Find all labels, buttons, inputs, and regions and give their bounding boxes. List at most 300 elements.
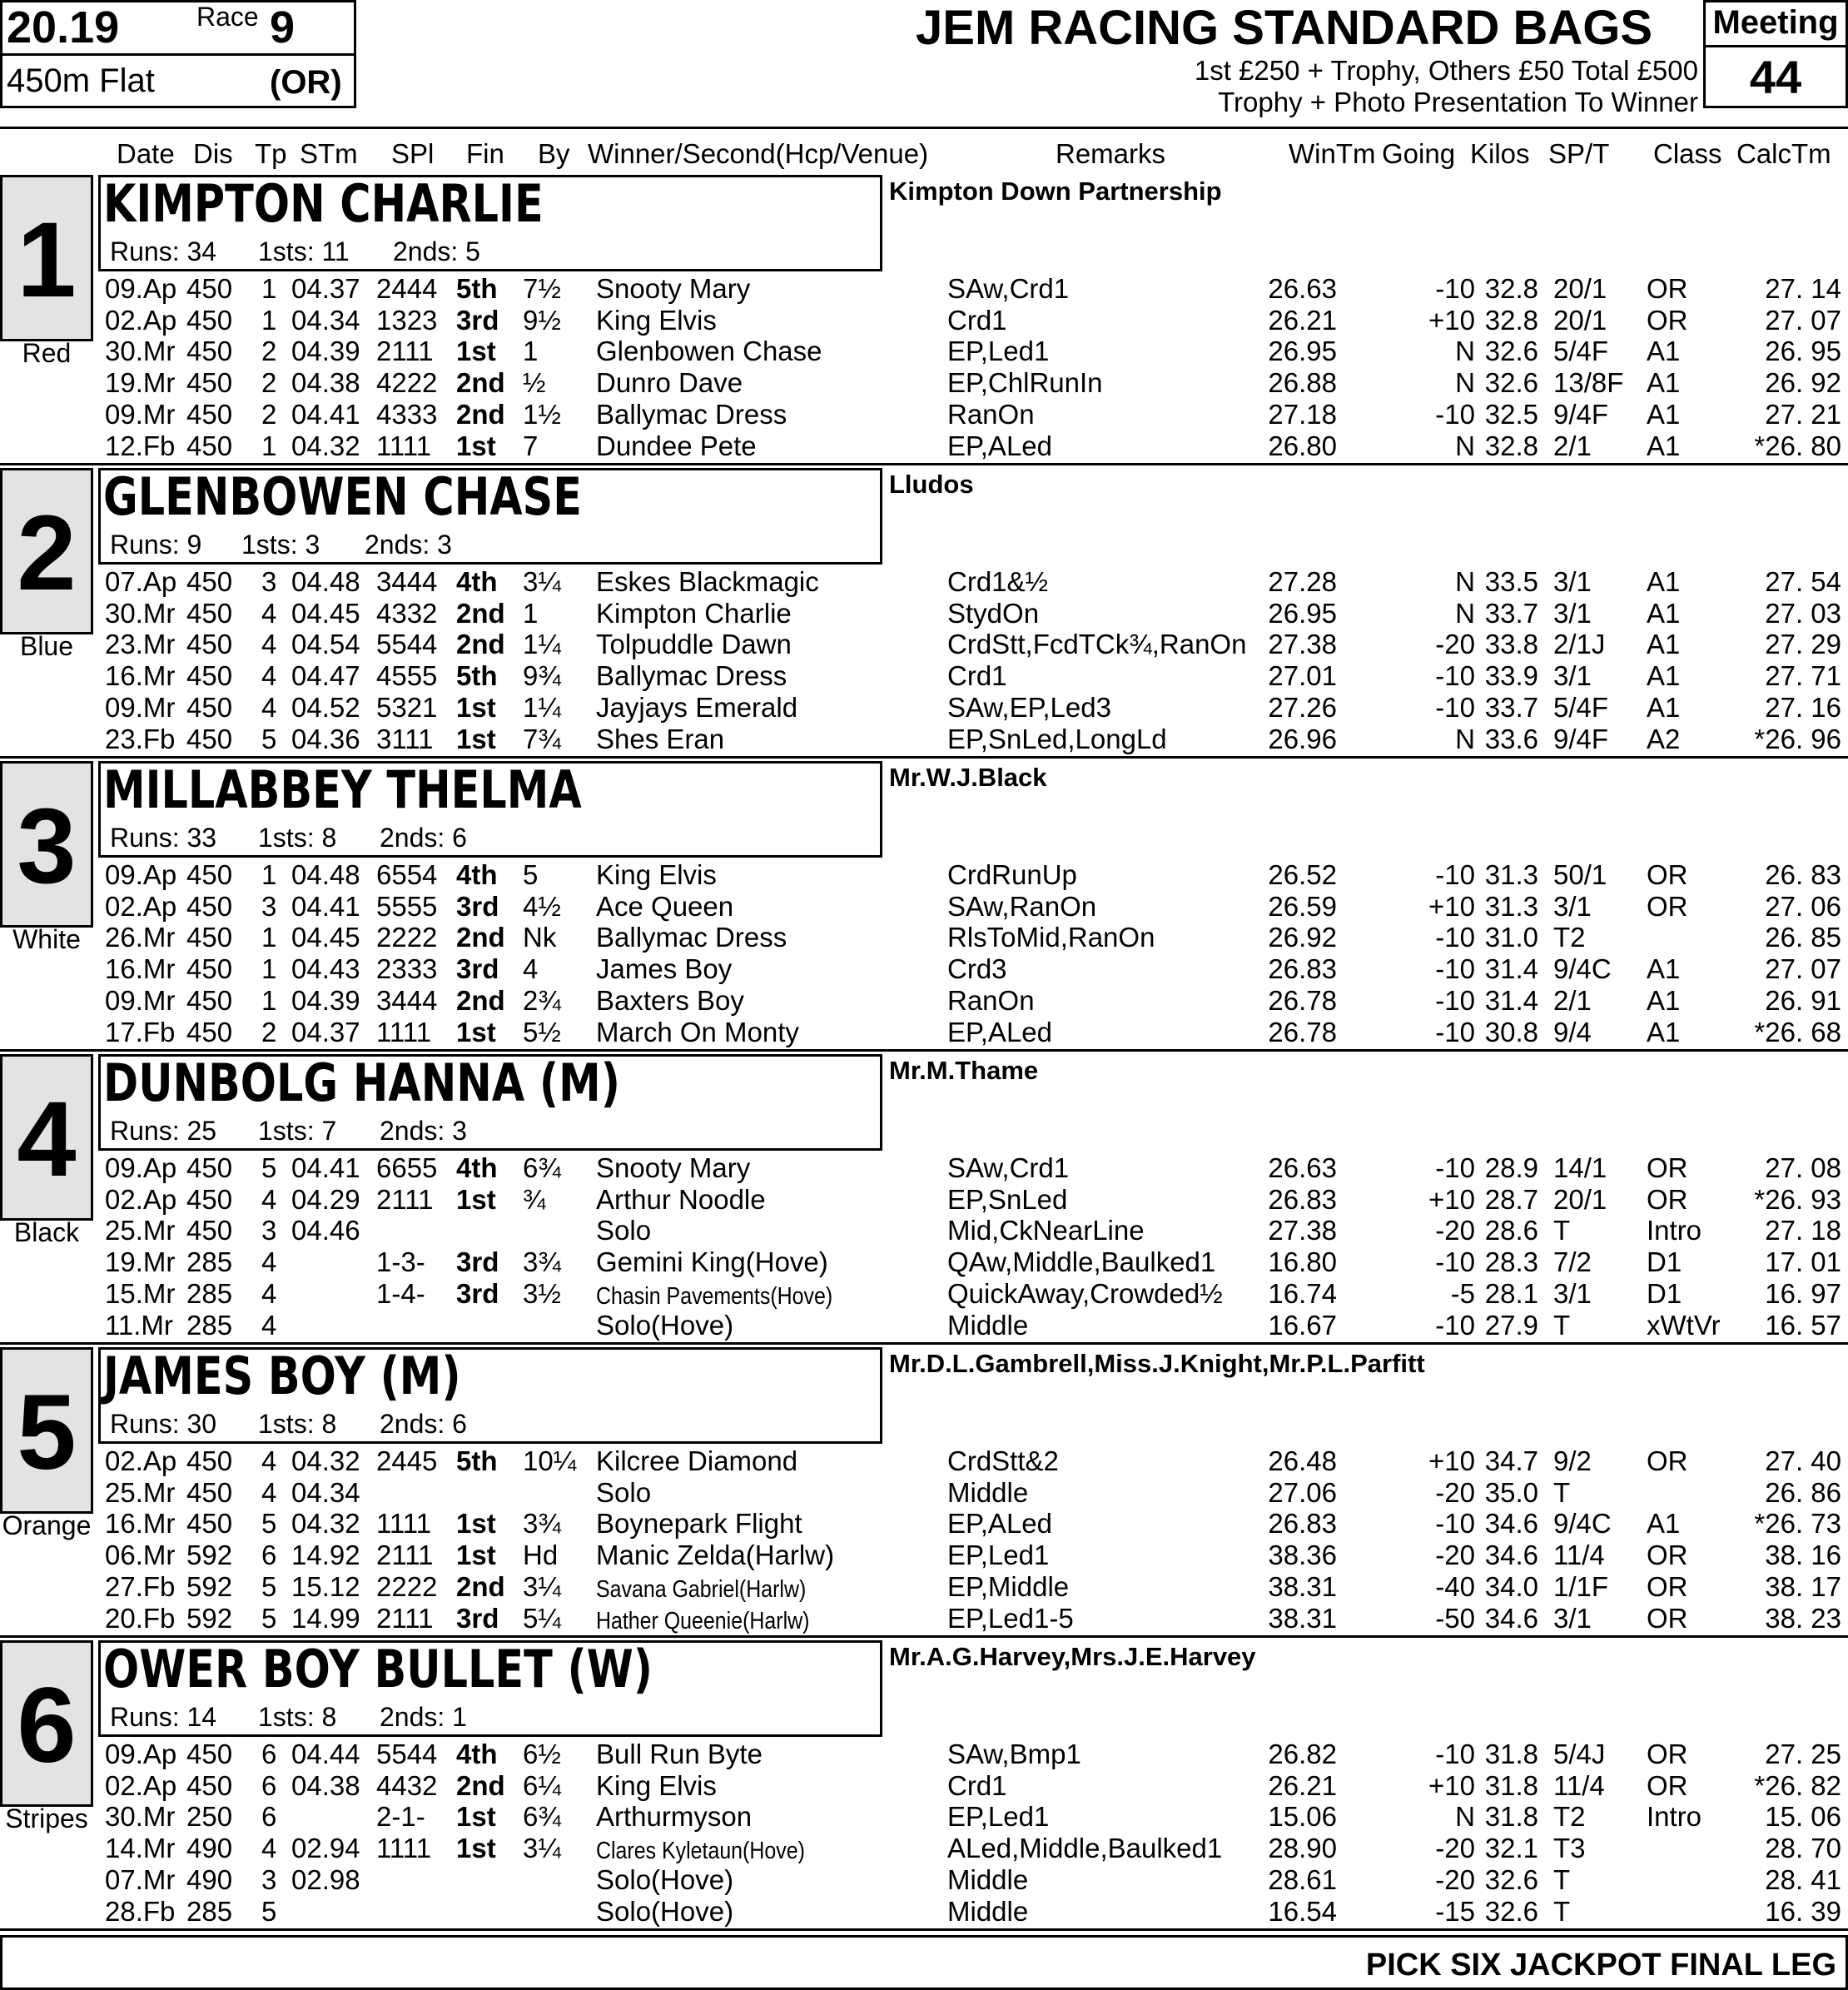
form-going: -40 xyxy=(1435,1570,1475,1602)
form-cls: A1 xyxy=(1647,430,1681,461)
form-wintm: 26.83 xyxy=(1268,953,1337,985)
form-dis: 250 xyxy=(186,1801,233,1833)
form-going: +10 xyxy=(1428,1769,1475,1801)
trap-number: 4 xyxy=(0,1054,93,1221)
firsts-count: 1sts: 11 xyxy=(258,236,350,266)
form-spt: 50/1 xyxy=(1553,859,1607,890)
form-spt: 5/4F xyxy=(1553,691,1609,723)
form-winner: Ace Queen xyxy=(596,890,734,922)
form-date: 23.Mr xyxy=(105,629,176,660)
form-winner: King Elvis xyxy=(596,304,717,336)
form-spt: 9/4F xyxy=(1553,398,1609,430)
trap-colour: Red xyxy=(22,338,72,368)
form-remarks: RanOn xyxy=(947,984,1035,1016)
trap-number: 2 xyxy=(0,468,93,634)
form-dis: 450 xyxy=(186,953,233,985)
form-cls: Intro xyxy=(1647,1801,1702,1833)
form-dis: 450 xyxy=(186,660,233,692)
form-by: 3¼ xyxy=(523,1570,561,1602)
form-by: 5½ xyxy=(523,1016,561,1047)
form-going: N xyxy=(1455,1801,1475,1833)
form-by: 7¾ xyxy=(523,723,561,754)
form-date: 16.Mr xyxy=(105,1508,176,1540)
form-dis: 450 xyxy=(186,691,233,723)
form-date: 25.Mr xyxy=(105,1476,176,1508)
form-wintm: 27.26 xyxy=(1268,691,1337,723)
form-tp: 2 xyxy=(261,367,277,399)
form-remarks: EP,Middle xyxy=(947,1570,1070,1602)
form-kilos: 33.5 xyxy=(1484,566,1538,597)
form-date: 07.Ap xyxy=(105,566,177,597)
prize-line-1: 1st £250 + Trophy, Others £50 Total £500 xyxy=(1194,55,1698,86)
runner-separator xyxy=(0,1635,1848,1638)
form-cls: A1 xyxy=(1647,336,1681,367)
form-kilos: 33.6 xyxy=(1484,723,1538,754)
form-spl: 3444 xyxy=(376,566,438,597)
form-by: 3¼ xyxy=(523,1833,561,1864)
form-wintm: 15.06 xyxy=(1268,1801,1337,1833)
form-wintm: 26.95 xyxy=(1268,336,1337,367)
form-fin: 4th xyxy=(456,1739,498,1769)
form-tp: 5 xyxy=(261,1508,277,1540)
form-calc: 27. 18 xyxy=(1765,1215,1841,1246)
form-by: 1 xyxy=(523,597,539,629)
form-going: -10 xyxy=(1435,859,1475,890)
meeting-divider xyxy=(1703,45,1848,47)
form-remarks: EP,Led1 xyxy=(947,1540,1050,1571)
form-stm: 04.32 xyxy=(291,1445,360,1476)
form-stm: 04.37 xyxy=(291,1016,360,1047)
form-date: 28.Fb xyxy=(105,1895,176,1927)
form-going: -20 xyxy=(1435,1863,1475,1895)
form-calc: 38. 16 xyxy=(1765,1540,1841,1571)
form-dis: 490 xyxy=(186,1833,233,1864)
form-date: 26.Mr xyxy=(105,922,176,953)
form-cls: A2 xyxy=(1647,723,1681,754)
form-by: 3½ xyxy=(523,1277,561,1309)
form-by: 9½ xyxy=(523,304,561,336)
prize-line-2: Trophy + Photo Presentation To Winner xyxy=(1218,87,1698,117)
form-fin: 1st xyxy=(456,1508,496,1540)
form-dis: 592 xyxy=(186,1602,233,1634)
form-spt: 3/1 xyxy=(1553,1602,1592,1634)
form-date: 30.Mr xyxy=(105,336,176,367)
form-stm: 04.41 xyxy=(291,1152,360,1183)
dog-name: KIMPTON CHARLIE xyxy=(103,173,544,234)
form-winner: Clares Kyletaun(Hove) xyxy=(596,1838,805,1865)
form-going: -10 xyxy=(1435,922,1475,953)
form-fin: 2nd xyxy=(456,597,505,629)
form-spt: 20/1 xyxy=(1553,304,1607,336)
owner: Mr.M.Thame xyxy=(889,1056,1039,1085)
form-remarks: QAw,Middle,Baulked1 xyxy=(947,1246,1216,1278)
form-date: 19.Mr xyxy=(105,367,176,399)
form-by: 6¾ xyxy=(523,1801,561,1833)
form-fin: 4th xyxy=(456,1152,498,1183)
form-wintm: 27.28 xyxy=(1268,566,1337,597)
form-wintm: 26.88 xyxy=(1268,367,1337,399)
seconds-count: 2nds: 6 xyxy=(380,823,467,853)
form-fin: 1st xyxy=(456,691,496,723)
form-calc: 27. 08 xyxy=(1765,1152,1841,1183)
form-calc: 26. 83 xyxy=(1765,859,1841,890)
form-spt: 9/4F xyxy=(1553,723,1609,754)
form-spl: 4432 xyxy=(376,1769,438,1801)
firsts-count: 1sts: 8 xyxy=(258,1702,337,1732)
form-cls: OR xyxy=(1647,1739,1688,1769)
form-spt: T xyxy=(1553,1895,1571,1927)
form-calc: 27. 07 xyxy=(1765,304,1841,336)
form-stm: 15.12 xyxy=(291,1570,360,1602)
form-remarks: EP,SnLed,LongLd xyxy=(947,723,1167,754)
form-remarks: SAw,RanOn xyxy=(947,890,1097,922)
form-going: -10 xyxy=(1435,398,1475,430)
form-stm: 04.47 xyxy=(291,660,360,692)
form-stm: 04.45 xyxy=(291,597,360,629)
form-date: 11.Mr xyxy=(105,1309,173,1341)
trap-colour: White xyxy=(12,924,81,954)
form-by: 6¼ xyxy=(523,1769,561,1801)
form-tp: 1 xyxy=(261,953,277,985)
form-cls: A1 xyxy=(1647,984,1681,1016)
form-cls: A1 xyxy=(1647,398,1681,430)
form-kilos: 32.1 xyxy=(1484,1833,1538,1864)
form-calc: 26. 92 xyxy=(1765,367,1841,399)
form-date: 19.Mr xyxy=(105,1246,176,1278)
form-remarks: Middle xyxy=(947,1863,1029,1895)
form-wintm: 26.92 xyxy=(1268,922,1337,953)
form-stm: 04.43 xyxy=(291,953,360,985)
form-date: 23.Fb xyxy=(105,723,176,754)
race-label: Race xyxy=(196,2,259,32)
form-spt: 11/4 xyxy=(1553,1540,1605,1571)
form-tp: 5 xyxy=(261,1152,277,1183)
seconds-count: 2nds: 3 xyxy=(380,1116,467,1146)
form-tp: 2 xyxy=(261,336,277,367)
form-by: 3¾ xyxy=(523,1246,561,1278)
form-kilos: 33.9 xyxy=(1484,660,1538,692)
form-remarks: Mid,CkNearLine xyxy=(947,1215,1145,1246)
form-remarks: CrdStt,FcdTCk¾,RanOn xyxy=(947,629,1247,660)
form-by: 6¾ xyxy=(523,1152,561,1183)
race-time: 20.19 xyxy=(7,2,120,52)
firsts-count: 1sts: 8 xyxy=(258,1409,337,1439)
col-stm: STm xyxy=(300,138,358,169)
form-going: N xyxy=(1455,430,1475,461)
form-wintm: 26.95 xyxy=(1268,597,1337,629)
form-going: -10 xyxy=(1435,1508,1475,1540)
form-calc: 16. 39 xyxy=(1765,1895,1841,1927)
runs-count: Runs: 34 xyxy=(110,236,217,266)
form-kilos: 34.6 xyxy=(1484,1508,1538,1540)
form-by: 6½ xyxy=(523,1739,561,1769)
form-dis: 450 xyxy=(186,566,233,597)
form-spl: 2222 xyxy=(376,1570,438,1602)
form-spt: 13/8F xyxy=(1553,367,1624,399)
race-title: JEM RACING STANDARD BAGS xyxy=(916,1,1653,55)
form-stm: 04.32 xyxy=(291,1508,360,1540)
form-spt: 7/2 xyxy=(1553,1246,1592,1278)
form-dis: 285 xyxy=(186,1309,233,1341)
form-spt: 9/4C xyxy=(1553,1508,1612,1540)
form-date: 25.Mr xyxy=(105,1215,176,1246)
form-remarks: StydOn xyxy=(947,597,1040,629)
runner-separator xyxy=(0,1342,1848,1345)
form-date: 02.Ap xyxy=(105,304,177,336)
form-going: -10 xyxy=(1435,1246,1475,1278)
form-remarks: Middle xyxy=(947,1476,1029,1508)
runner-separator xyxy=(0,1928,1848,1931)
form-stm: 04.32 xyxy=(291,430,360,461)
owner: Lludos xyxy=(889,470,974,499)
form-remarks: CrdStt&2 xyxy=(947,1445,1059,1476)
form-date: 12.Fb xyxy=(105,430,176,461)
form-fin: 4th xyxy=(456,859,498,890)
form-wintm: 28.90 xyxy=(1268,1833,1337,1864)
form-calc: 27. 21 xyxy=(1765,398,1841,430)
form-spl: 1111 xyxy=(376,1833,432,1864)
form-date: 20.Fb xyxy=(105,1602,176,1634)
form-fin: 1st xyxy=(456,336,496,367)
form-by: 1 xyxy=(523,336,539,367)
form-going: +10 xyxy=(1428,304,1475,336)
form-fin: 3rd xyxy=(456,890,499,922)
form-dis: 450 xyxy=(186,1445,233,1476)
form-calc: 26. 91 xyxy=(1765,984,1841,1016)
meeting-number: 44 xyxy=(1749,51,1802,103)
form-dis: 450 xyxy=(186,367,233,399)
form-calc: 27. 16 xyxy=(1765,691,1841,723)
form-wintm: 26.21 xyxy=(1268,304,1337,336)
form-remarks: Crd1 xyxy=(947,304,1007,336)
form-dis: 450 xyxy=(186,890,233,922)
form-dis: 450 xyxy=(186,859,233,890)
form-stm: 04.39 xyxy=(291,984,360,1016)
form-by: 5¼ xyxy=(523,1602,561,1634)
form-remarks: QuickAway,Crowded½ xyxy=(947,1277,1223,1309)
form-stm: 04.38 xyxy=(291,367,360,399)
runs-count: Runs: 9 xyxy=(110,530,202,560)
form-cls: A1 xyxy=(1647,953,1681,985)
runs-count: Runs: 14 xyxy=(110,1702,217,1732)
form-winner: Savana Gabriel(Harlw) xyxy=(596,1575,807,1603)
form-going: -10 xyxy=(1435,1739,1475,1769)
form-spl: 2222 xyxy=(376,922,438,953)
form-wintm: 27.01 xyxy=(1268,660,1337,692)
form-fin: 1st xyxy=(456,1540,496,1571)
form-by: 10¼ xyxy=(523,1445,577,1476)
form-kilos: 32.6 xyxy=(1484,336,1538,367)
form-going: -20 xyxy=(1435,1833,1475,1864)
form-spl: 2444 xyxy=(376,273,438,304)
form-remarks: EP,ALed xyxy=(947,1508,1053,1540)
form-calc: 27. 03 xyxy=(1765,597,1841,629)
form-winner: Ballymac Dress xyxy=(596,922,787,953)
form-tp: 1 xyxy=(261,984,277,1016)
form-by: 5 xyxy=(523,859,539,890)
form-spt: T xyxy=(1553,1476,1571,1508)
form-stm: 04.46 xyxy=(291,1215,360,1246)
form-winner: Jayjays Emerald xyxy=(596,691,798,723)
seconds-count: 2nds: 3 xyxy=(365,530,452,560)
form-calc: *26. 73 xyxy=(1754,1508,1841,1540)
form-fin: 2nd xyxy=(456,984,505,1016)
form-remarks: EP,ALed xyxy=(947,1016,1053,1047)
form-winner: Ballymac Dress xyxy=(596,398,787,430)
form-tp: 4 xyxy=(261,1476,277,1508)
form-spt: T xyxy=(1553,1309,1571,1341)
form-dis: 450 xyxy=(186,723,233,754)
form-tp: 6 xyxy=(261,1540,277,1571)
form-date: 09.Mr xyxy=(105,398,176,430)
form-cls: D1 xyxy=(1647,1277,1682,1309)
form-winner: March On Monty xyxy=(596,1016,799,1047)
form-going: +10 xyxy=(1428,1445,1475,1476)
form-fin: 1st xyxy=(456,723,496,754)
form-remarks: EP,SnLed xyxy=(947,1183,1068,1215)
form-cls: xWtVr xyxy=(1647,1309,1721,1341)
form-dis: 450 xyxy=(186,984,233,1016)
form-date: 09.Ap xyxy=(105,859,177,890)
form-stm: 04.48 xyxy=(291,859,360,890)
form-stm: 04.54 xyxy=(291,629,360,660)
form-dis: 285 xyxy=(186,1246,233,1278)
form-spl: 4332 xyxy=(376,597,438,629)
seconds-count: 2nds: 1 xyxy=(380,1702,467,1732)
form-wintm: 16.74 xyxy=(1268,1277,1337,1309)
form-kilos: 31.8 xyxy=(1484,1739,1538,1769)
form-fin: 5th xyxy=(456,273,498,304)
col-kilos: Kilos xyxy=(1470,138,1530,169)
form-remarks: RlsToMid,RanOn xyxy=(947,922,1155,953)
form-tp: 1 xyxy=(261,922,277,953)
form-kilos: 32.5 xyxy=(1484,398,1538,430)
dog-name: GLENBOWEN CHASE xyxy=(103,466,582,527)
form-dis: 450 xyxy=(186,398,233,430)
form-winner: Gemini King(Hove) xyxy=(596,1246,828,1278)
seconds-count: 2nds: 5 xyxy=(393,236,480,266)
form-winner: King Elvis xyxy=(596,1769,717,1801)
form-spl: 1-3- xyxy=(376,1246,425,1278)
form-dis: 450 xyxy=(186,1016,233,1047)
form-stm: 04.38 xyxy=(291,1769,360,1801)
form-going: -10 xyxy=(1435,1152,1475,1183)
form-cls: OR xyxy=(1647,890,1688,922)
form-dis: 592 xyxy=(186,1540,233,1571)
form-spt: 14/1 xyxy=(1553,1152,1607,1183)
form-going: -10 xyxy=(1435,953,1475,985)
form-wintm: 28.61 xyxy=(1268,1863,1337,1895)
form-winner: Glenbowen Chase xyxy=(596,336,822,367)
form-wintm: 26.63 xyxy=(1268,1152,1337,1183)
form-fin: 2nd xyxy=(456,1570,505,1602)
form-date: 06.Mr xyxy=(105,1540,176,1571)
form-stm: 04.41 xyxy=(291,398,360,430)
col-dis: Dis xyxy=(193,138,233,169)
firsts-count: 1sts: 8 xyxy=(258,823,337,853)
form-cls: D1 xyxy=(1647,1246,1682,1278)
form-tp: 1 xyxy=(261,273,277,304)
form-spl: 3444 xyxy=(376,984,438,1016)
form-cls: A1 xyxy=(1647,566,1681,597)
form-cls: OR xyxy=(1647,304,1688,336)
form-wintm: 26.48 xyxy=(1268,1445,1337,1476)
form-kilos: 28.3 xyxy=(1484,1246,1538,1278)
col-date: Date xyxy=(117,138,175,169)
form-stm: 04.36 xyxy=(291,723,360,754)
form-kilos: 31.4 xyxy=(1484,984,1538,1016)
form-date: 14.Mr xyxy=(105,1833,176,1864)
form-kilos: 33.8 xyxy=(1484,629,1538,660)
form-going: -5 xyxy=(1450,1277,1475,1309)
form-kilos: 32.6 xyxy=(1484,1863,1538,1895)
form-tp: 5 xyxy=(261,1602,277,1634)
form-spt: 3/1 xyxy=(1553,890,1592,922)
form-wintm: 26.59 xyxy=(1268,890,1337,922)
trap-number: 3 xyxy=(0,761,93,928)
form-remarks: Middle xyxy=(947,1895,1029,1927)
form-wintm: 26.52 xyxy=(1268,859,1337,890)
form-calc: 27. 54 xyxy=(1765,566,1841,597)
col-spt: SP/T xyxy=(1548,138,1610,169)
form-tp: 3 xyxy=(261,1215,277,1246)
form-tp: 1 xyxy=(261,430,277,461)
form-dis: 450 xyxy=(186,1215,233,1246)
form-fin: 2nd xyxy=(456,1769,505,1801)
form-kilos: 33.7 xyxy=(1484,597,1538,629)
form-spl: 1323 xyxy=(376,304,438,336)
form-by: Nk xyxy=(523,922,557,953)
form-cls: A1 xyxy=(1647,691,1681,723)
runner-separator xyxy=(0,463,1848,465)
form-date: 02.Ap xyxy=(105,1183,177,1215)
form-going: -15 xyxy=(1435,1895,1475,1927)
form-stm: 04.34 xyxy=(291,304,360,336)
form-wintm: 27.38 xyxy=(1268,629,1337,660)
form-cls: OR xyxy=(1647,1152,1688,1183)
form-kilos: 35.0 xyxy=(1484,1476,1538,1508)
form-remarks: RanOn xyxy=(947,398,1035,430)
form-date: 02.Ap xyxy=(105,1445,177,1476)
form-tp: 4 xyxy=(261,691,277,723)
form-kilos: 32.8 xyxy=(1484,273,1538,304)
form-wintm: 27.38 xyxy=(1268,1215,1337,1246)
form-remarks: Middle xyxy=(947,1309,1029,1341)
form-date: 30.Mr xyxy=(105,1801,176,1833)
form-tp: 1 xyxy=(261,859,277,890)
form-spt: T3 xyxy=(1553,1833,1586,1864)
race-grade: (OR) xyxy=(270,64,342,101)
form-stm: 02.98 xyxy=(291,1863,360,1895)
form-winner: Solo xyxy=(596,1215,652,1246)
trap-colour: Black xyxy=(13,1217,80,1247)
form-by: Hd xyxy=(523,1540,559,1571)
form-going: N xyxy=(1455,723,1475,754)
form-kilos: 30.8 xyxy=(1484,1016,1538,1047)
form-winner: Solo(Hove) xyxy=(596,1863,734,1895)
form-spt: 2/1 xyxy=(1553,984,1592,1016)
form-tp: 4 xyxy=(261,1277,277,1309)
form-calc: 28. 70 xyxy=(1765,1833,1841,1864)
form-wintm: 26.82 xyxy=(1268,1739,1337,1769)
form-wintm: 26.78 xyxy=(1268,984,1337,1016)
col-winner: Winner/Second(Hcp/Venue) xyxy=(588,138,929,169)
form-by: 3¼ xyxy=(523,566,561,597)
form-tp: 4 xyxy=(261,1833,277,1864)
form-date: 07.Mr xyxy=(105,1863,176,1895)
form-spl: 5555 xyxy=(376,890,438,922)
form-winner: Arthur Noodle xyxy=(596,1183,766,1215)
